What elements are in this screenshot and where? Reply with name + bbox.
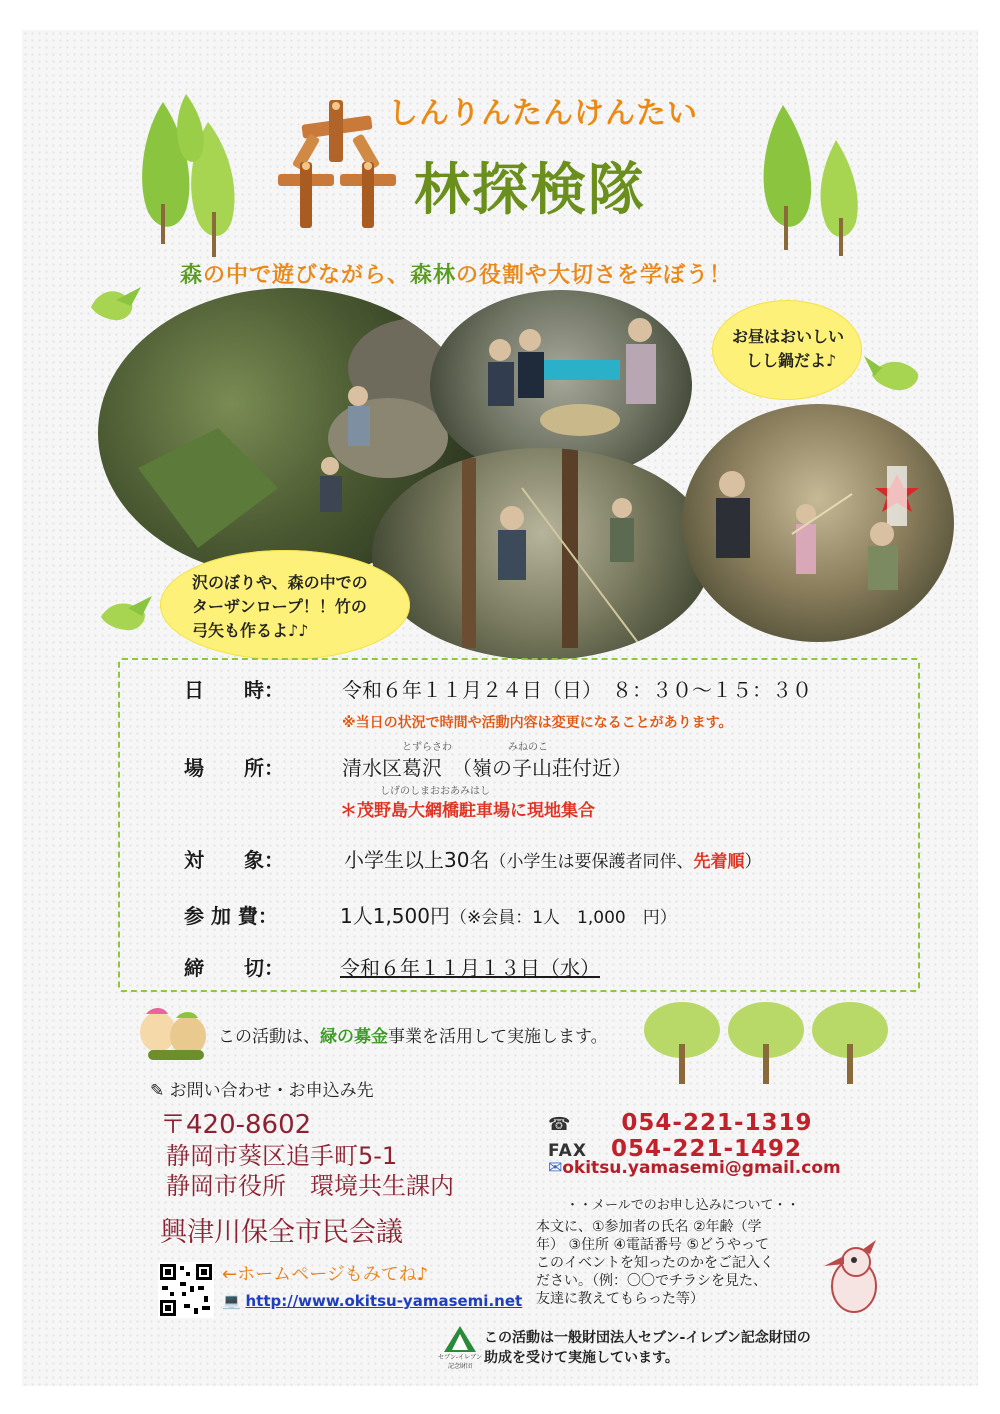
fax-number: 054-221-1492 [610, 1136, 803, 1162]
mail-body-line-1: 本文に、①参加者の氏名 ②年齢（学 [536, 1219, 762, 1235]
logo-text-line-2: 記念財団 [447, 1363, 472, 1370]
target-value-main: 小学生以上30名 [344, 848, 490, 872]
bubble-lunch-line-2: しし鍋だよ♪ [746, 351, 837, 370]
bubble-activities-line-2: ターザンロープ！！竹の [192, 597, 367, 616]
footer-line-1: この活動は一般財団法人セブン-イレブン記念財団の [484, 1330, 811, 1346]
date-value: 令和６年１１月２４日（日） ８：３０～１５：３０ [342, 678, 812, 702]
mail-instructions-body [536, 1218, 774, 1308]
bubble-activities-line-1: 沢のぼりや、森の中での [192, 573, 368, 592]
meeting-ruby: しげのしまおおあみはし [380, 786, 490, 797]
place-value-1: 清水区葛沢 [342, 756, 442, 780]
contact-heading-text: お問い合わせ・お申込み先 [169, 1081, 374, 1101]
event-info-box [118, 658, 920, 992]
speech-bubble-lunch [712, 300, 862, 400]
green-fund-mascot-icon [132, 1006, 212, 1062]
email-address[interactable]: okitsu.yamasemi@gmail.com [562, 1158, 841, 1178]
bird-icon [86, 282, 146, 332]
subtitle-forestry: 森林 [410, 263, 457, 288]
mail-instructions-title: ・・メールでのお申し込みについて・・ [566, 1198, 800, 1213]
meeting-point: ＊茂野島大網橋駐車場に現地集合 [340, 801, 595, 821]
target-note-first-come: 先着順 [693, 852, 745, 872]
bubble-activities-line-3: 弓矢も作るよ♪♪ [192, 621, 309, 640]
fee-value [340, 900, 677, 929]
kingfisher-mascot-icon [818, 1236, 888, 1320]
three-trees-icon [642, 1000, 892, 1088]
organization-name: 興津川保全市民会議 [160, 1217, 403, 1248]
tel-number[interactable]: 054-221-1319 [621, 1110, 813, 1136]
main-title: 林探検隊 [414, 158, 646, 223]
homepage-hint: ←ホームページもみてね♪ [222, 1264, 429, 1285]
contact-heading [150, 1076, 374, 1101]
bird-icon [862, 350, 932, 400]
date-note: ※当日の状況で時間や活動内容は変更になることがあります。 [342, 715, 733, 731]
email-row [548, 1158, 841, 1178]
place-value-2: （嶺の子山荘付近） [462, 756, 632, 780]
fund-text-2: 事業を活用して実施します。 [388, 1027, 608, 1047]
target-label: 対 象： [184, 848, 284, 872]
fund-statement [218, 1022, 608, 1047]
tree-cluster-left-icon [128, 92, 248, 262]
tree-cluster-right-icon [748, 100, 868, 260]
address-line-2: 静岡市役所 環境共生課内 [166, 1172, 454, 1200]
bubble-lunch-line-1: お昼はおいしい [732, 327, 845, 346]
title-ruby: しんりんたんけんたい [388, 96, 698, 131]
target-note-a: （小学生は要保護者同伴、 [489, 852, 694, 872]
place-ruby-minenoko: みねのこ [508, 742, 548, 753]
phone-icon: ☎ [548, 1114, 572, 1135]
fee-note: （※会員：1人 1,000 円） [449, 908, 677, 928]
qr-code-icon[interactable] [158, 1262, 214, 1318]
fee-label: 参 加 費： [184, 904, 278, 928]
subtitle-text-1: の中で遊びながら、 [203, 263, 411, 288]
address-line-1: 静岡市葵区追手町5-1 [166, 1142, 398, 1170]
fee-value-main: 1人1,500円 [340, 904, 450, 928]
speech-bubble-activities [160, 550, 410, 660]
footer-line-2: 助成を受けて実施しています。 [484, 1350, 679, 1366]
postal-code: 〒420-8602 [160, 1110, 312, 1140]
foundation-logo-text [432, 1352, 488, 1370]
mail-icon: ✉ [548, 1158, 563, 1178]
footer-grant-text [484, 1328, 811, 1368]
target-note-c: ） [744, 852, 762, 872]
place-label: 場 所： [184, 756, 284, 780]
place-ruby-tozurasawa: とずらさわ [402, 742, 452, 753]
date-label: 日 時： [184, 678, 284, 702]
mail-body-line-4: ださい。（例：〇〇でチラシを見た、 [536, 1273, 767, 1289]
laptop-icon: 💻 [222, 1292, 241, 1310]
logo-text-line-1: セブン-イレブン [438, 1354, 482, 1361]
mail-body-line-5: 友達に教えてもらった等） [536, 1291, 704, 1307]
homepage-link[interactable]: http://www.okitsu-yamasemi.net [245, 1292, 523, 1310]
seven-eleven-foundation-logo-icon [440, 1324, 480, 1354]
subtitle-text-2: の役割や大切さを学ぼう！ [456, 263, 733, 288]
mail-body-line-2: 年） ③住所 ④電話番号 ⑤どうやって [536, 1237, 770, 1253]
target-value [344, 844, 761, 873]
fund-green-fund: 緑の募金 [320, 1027, 388, 1047]
forest-kanji-logo-icon [272, 96, 402, 236]
fund-text-1: この活動は、 [218, 1027, 320, 1047]
subtitle [180, 258, 732, 289]
mail-body-line-3: このイベントを知ったのかをご記入く [536, 1255, 774, 1271]
deadline-label: 締 切： [184, 956, 284, 980]
photo-tarzan-rope [372, 448, 712, 660]
pen-icon: ✎ [150, 1081, 165, 1101]
photo-bow-arrow [682, 404, 954, 642]
fax-label: FAX [548, 1141, 587, 1161]
subtitle-forest: 森 [180, 263, 204, 288]
place-value [342, 752, 632, 781]
homepage-link-row [222, 1292, 522, 1310]
bird-icon [96, 592, 156, 642]
deadline-value: 令和６年１１月１３日（水） [340, 956, 600, 980]
